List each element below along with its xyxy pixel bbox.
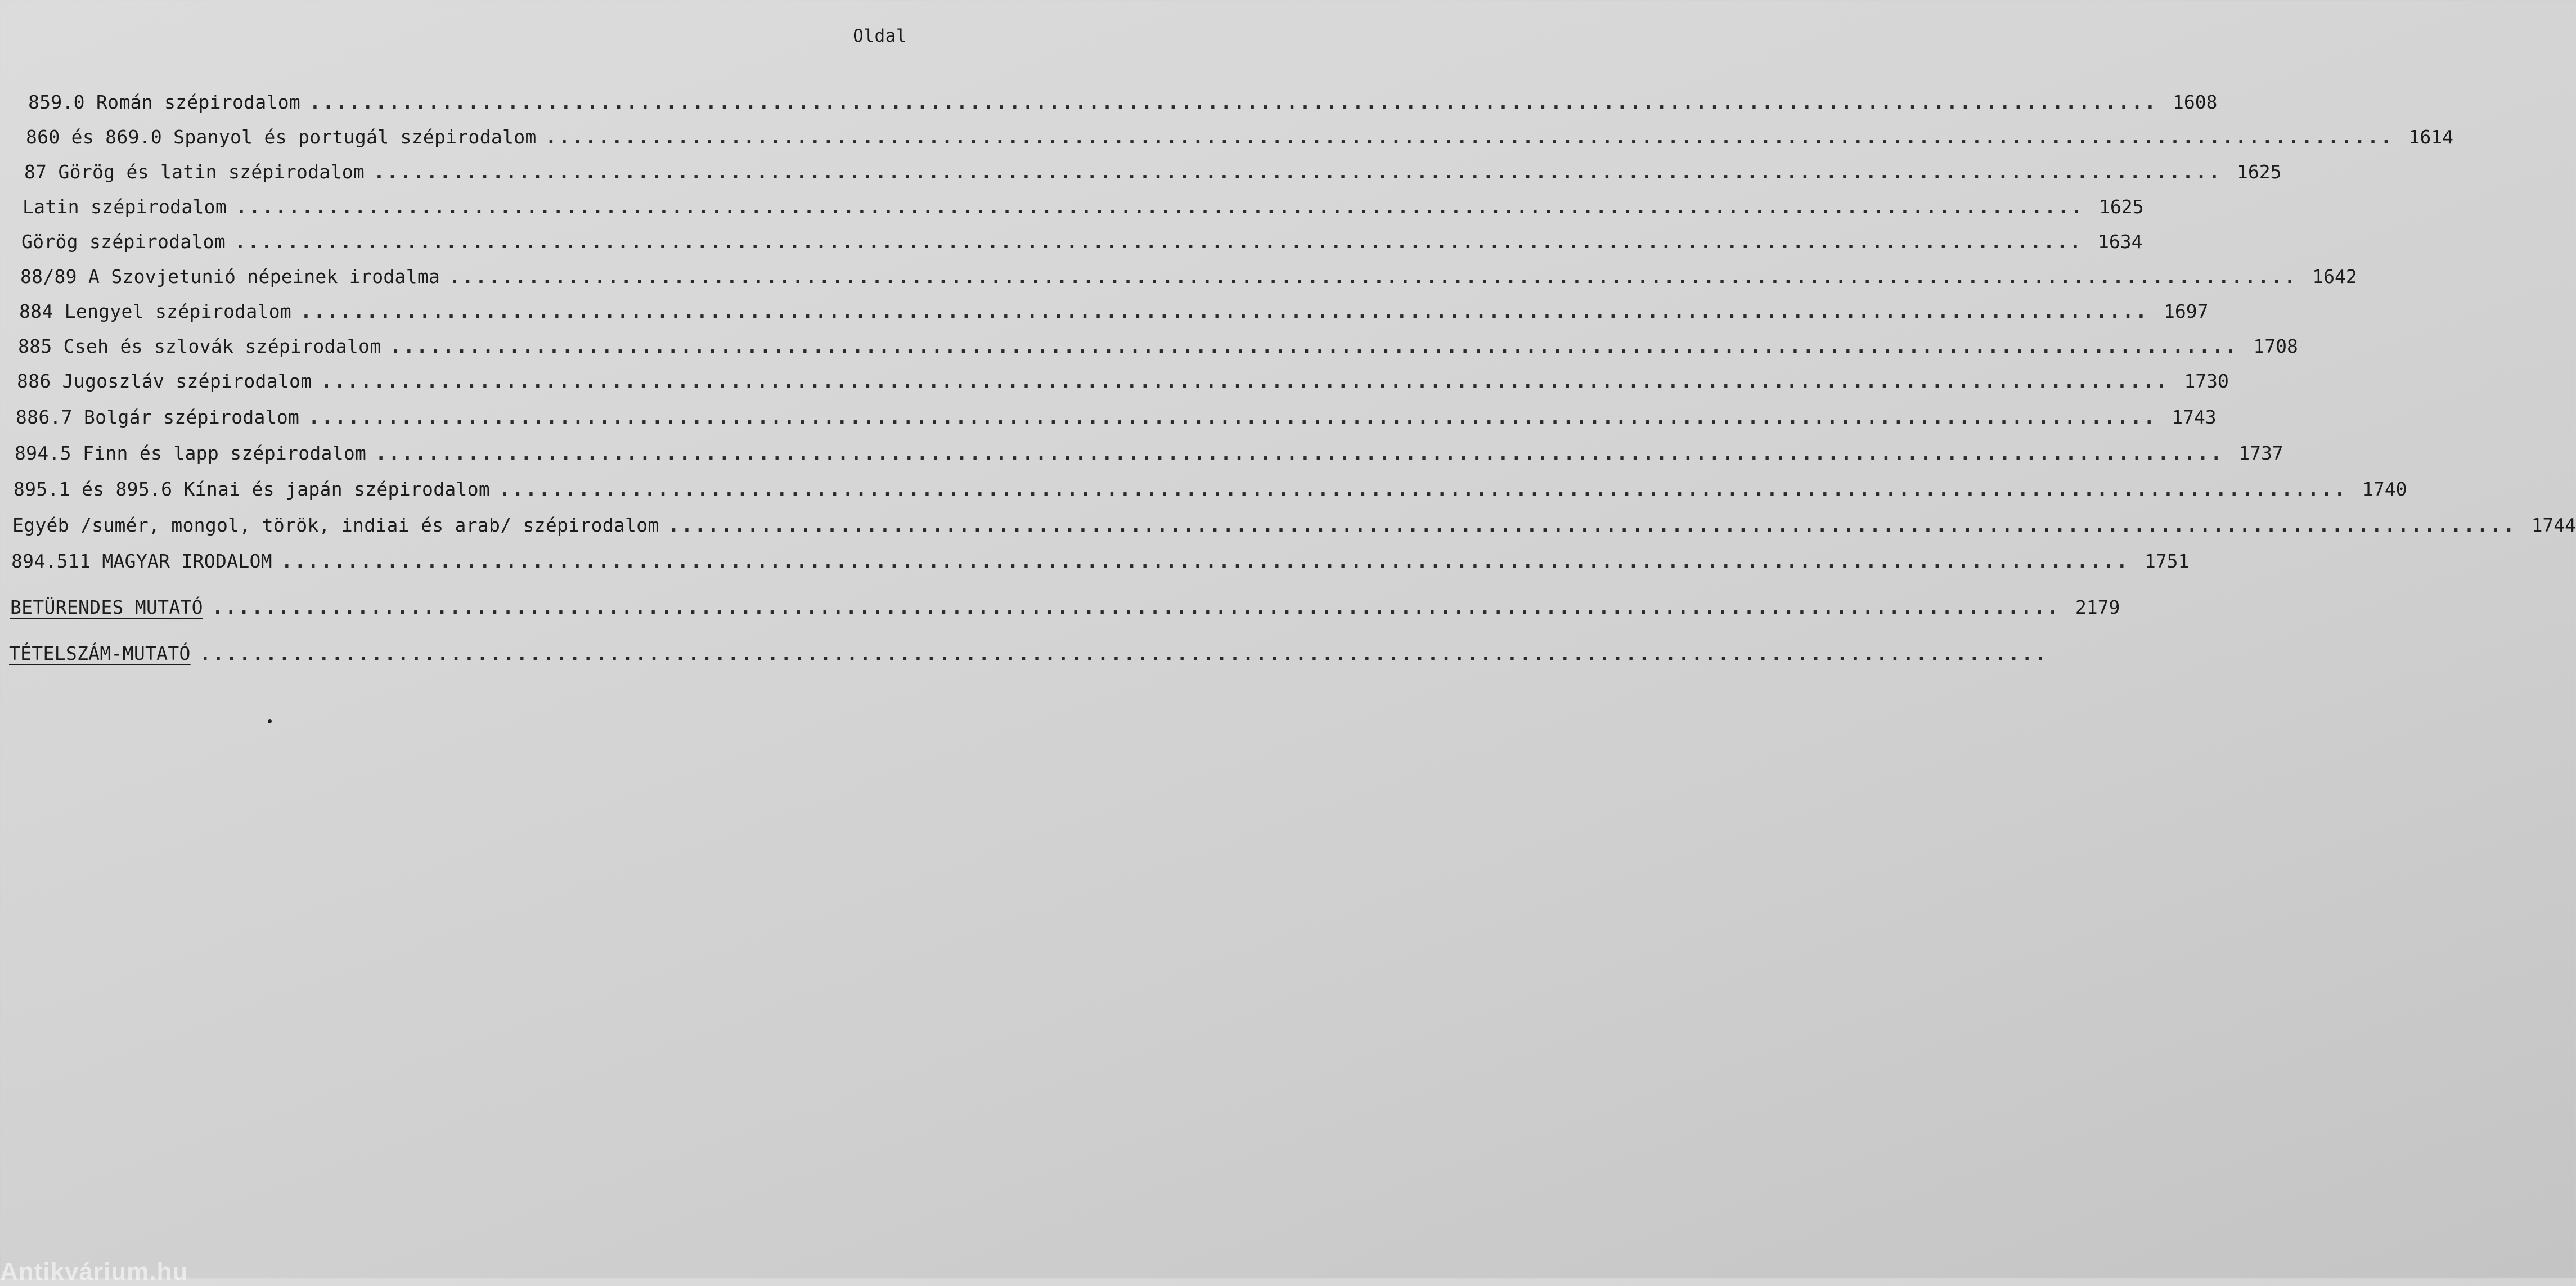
toc-entry-page: 1608	[2173, 91, 2218, 113]
toc-dot-leader: ............................................................................................................................................	[199, 642, 2048, 664]
toc-entry-page: 1743	[2172, 406, 2217, 428]
toc-dot-leader: ............................................................................................................................................	[281, 550, 2130, 572]
toc-entry	[26, 125, 2454, 150]
toc-entry	[20, 264, 2357, 289]
toc-dot-leader: ............................................................................................................................................	[309, 91, 2158, 113]
toc-entry-title: 894.511 MAGYAR IRODALOM	[11, 550, 272, 572]
toc-entry-page: 1625	[2237, 161, 2282, 183]
toc-entry-page: 1751	[2144, 550, 2190, 572]
toc-dot-leader: ............................................................................................................................................	[374, 161, 2222, 183]
toc-dot-leader: ............................................................................................................................................	[212, 596, 2061, 618]
toc-entry-title: 894.5 Finn és lapp szépirodalom	[15, 442, 367, 464]
toc-entry	[16, 405, 2217, 430]
toc-dot-leader: ............................................................................................................................................	[390, 335, 2238, 357]
toc-dot-leader: ............................................................................................................................................	[308, 406, 2157, 428]
toc-entry-title: TÉTELSZÁM-MUTATÓ	[9, 642, 191, 664]
toc-dot-leader: ............................................................................................................................................	[236, 196, 2084, 218]
toc-dot-leader: ............................................................................................................................................	[375, 442, 2224, 464]
toc-entry	[14, 477, 2407, 502]
toc-entry-index	[10, 595, 2120, 620]
toc-dot-leader: ............................................................................................................................................	[235, 231, 2083, 253]
toc-entry-title: BETÜRENDES MUTATÓ	[10, 596, 203, 618]
page-column-label: Oldal	[853, 26, 907, 46]
toc-entry-title: 87 Görög és latin szépirodalom	[24, 161, 365, 183]
toc-entry	[17, 369, 2229, 394]
toc-entry	[19, 299, 2209, 324]
toc-entry-title: Görög szépirodalom	[21, 231, 226, 253]
toc-entry-page: 1737	[2238, 442, 2283, 464]
toc-entry	[15, 441, 2283, 466]
toc-entry	[23, 195, 2144, 219]
toc-dot-leader: ............................................................................................................................................	[668, 514, 2517, 536]
toc-entry	[12, 513, 2576, 538]
toc-entry-page: 1642	[2312, 266, 2357, 287]
toc-entry	[28, 90, 2218, 115]
toc-entry-page: 1740	[2362, 478, 2407, 500]
toc-entry-title: 884 Lengyel szépirodalom	[19, 300, 292, 322]
toc-entry-page: 1744	[2531, 514, 2576, 536]
toc-entry	[18, 334, 2298, 359]
toc-entry-title: 885 Cseh és szlovák szépirodalom	[18, 335, 381, 357]
toc-entry-page: 1614	[2408, 126, 2454, 148]
toc-entry-title: 886 Jugoszláv szépirodalom	[17, 370, 312, 392]
toc-entry	[24, 160, 2282, 185]
toc-entry-title: 859.0 Román szépirodalom	[28, 91, 301, 113]
toc-entry-page: 1625	[2099, 196, 2144, 218]
toc-entry-index	[9, 641, 2048, 666]
toc-entry-page: 2179	[2075, 596, 2120, 618]
toc-dot-leader: ............................................................................................................................................	[300, 300, 2149, 322]
toc-entry-title: 886.7 Bolgár szépirodalom	[16, 406, 300, 428]
toc-entry-page: 1730	[2184, 370, 2229, 392]
toc-entry-page: 1634	[2098, 231, 2143, 253]
toc-entry-page: 1697	[2164, 300, 2209, 322]
toc-entry-page: 1708	[2253, 335, 2298, 357]
toc-dot-leader: ............................................................................................................................................	[499, 478, 2348, 500]
toc-entry-title: Latin szépirodalom	[23, 196, 227, 218]
toc-entry-title: Egyéb /sumér, mongol, török, indiai és arab/ szépirodalom	[12, 514, 659, 536]
toc-dot-leader: ............................................................................................................................................	[321, 370, 2169, 392]
toc-dot-leader: ............................................................................................................................................	[449, 266, 2298, 287]
ink-speck	[268, 719, 272, 723]
toc-entry	[21, 230, 2143, 254]
watermark: Antikvárium.hu	[0, 1258, 188, 1285]
toc-entry	[11, 549, 2190, 574]
toc-entry-title: 88/89 A Szovjetunió népeinek irodalma	[20, 266, 440, 287]
toc-entry-title: 860 és 869.0 Spanyol és portugál szépirodalom	[26, 126, 537, 148]
toc-dot-leader: ............................................................................................................................................	[545, 126, 2394, 148]
toc-entry-title: 895.1 és 895.6 Kínai és japán szépirodalom	[14, 478, 491, 500]
